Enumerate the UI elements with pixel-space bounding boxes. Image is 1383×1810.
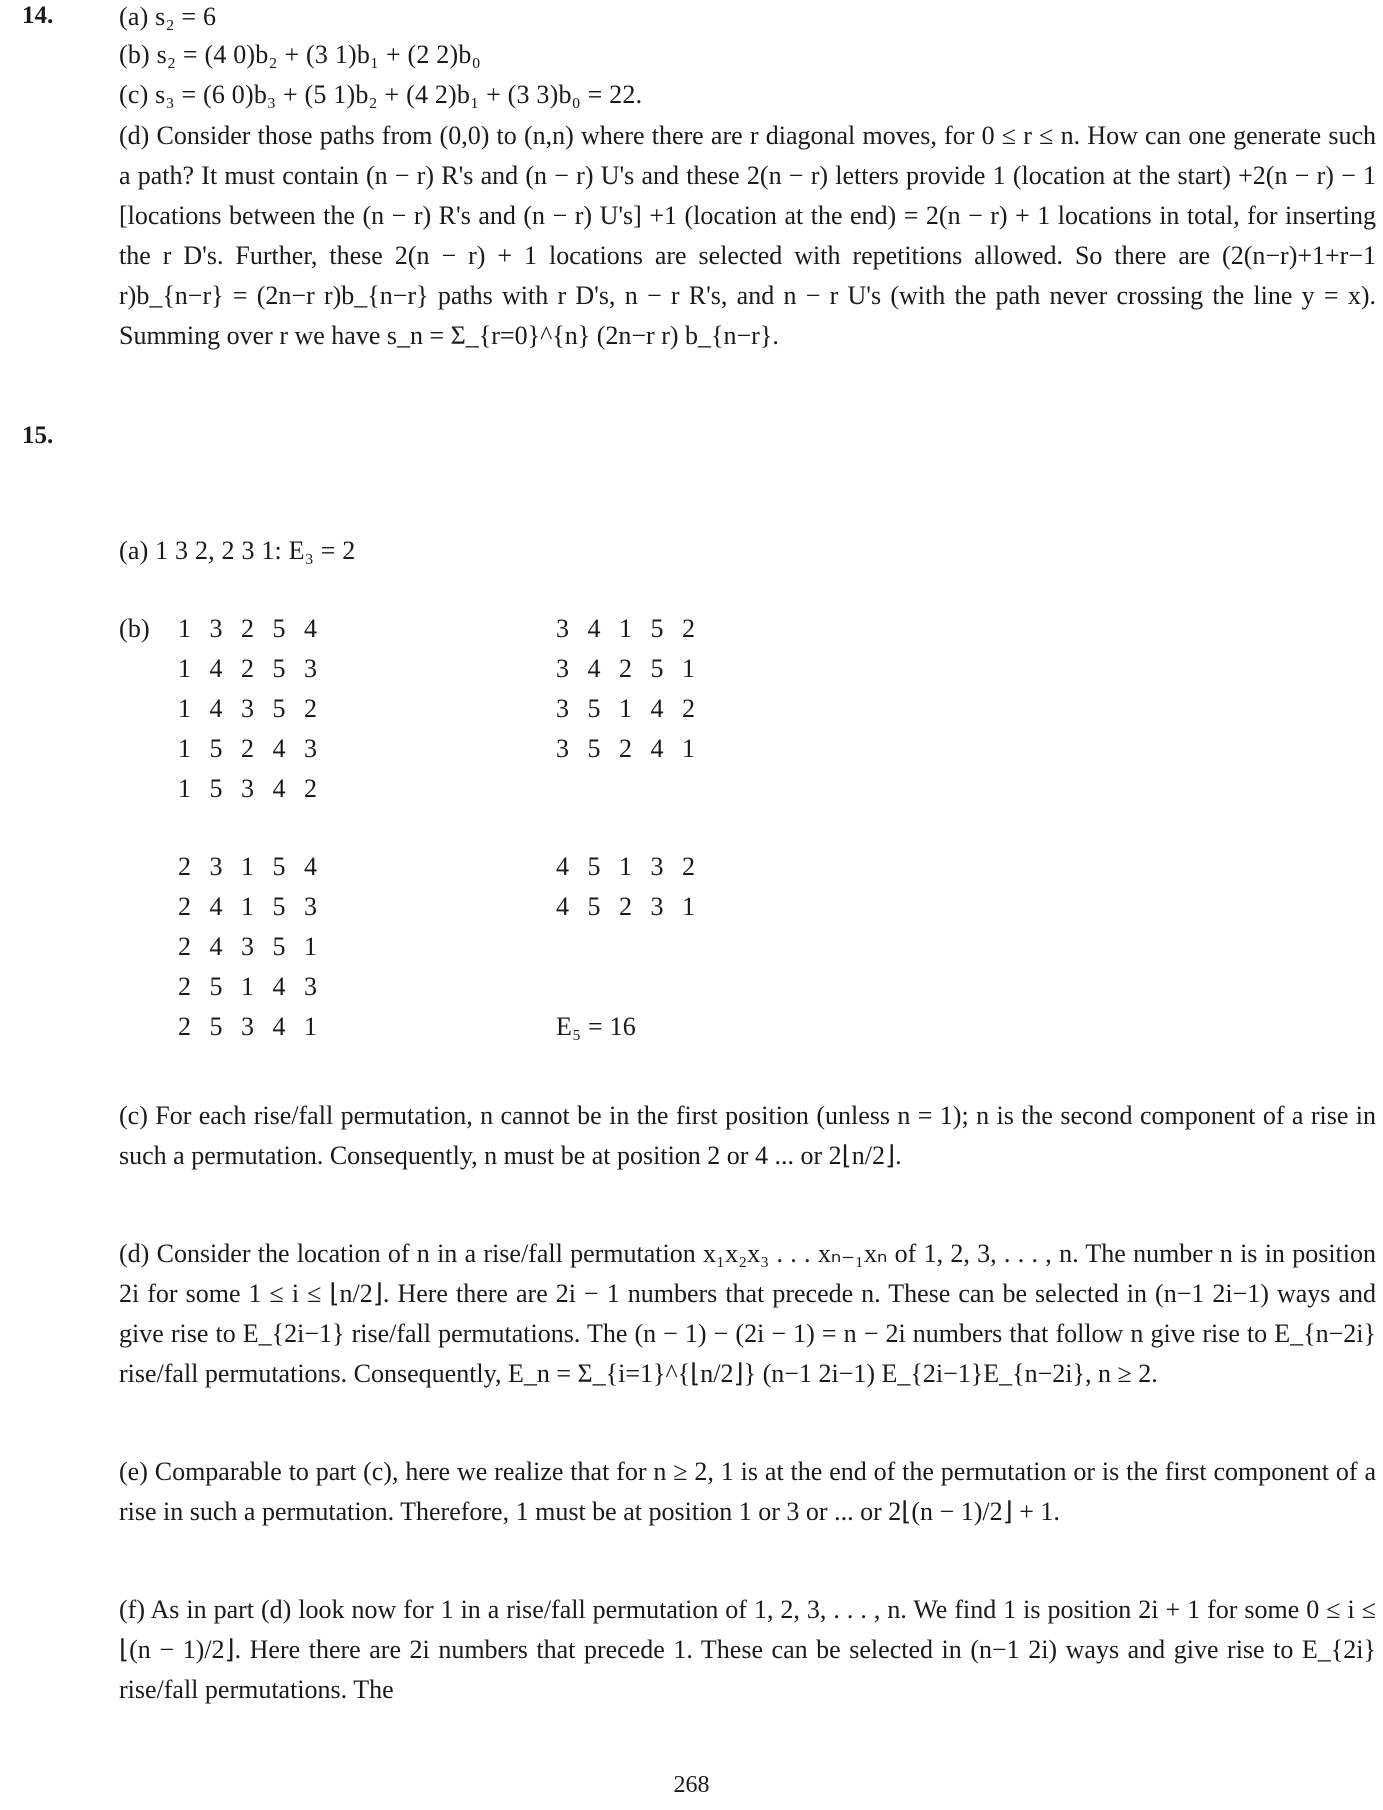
- problem-14-part-c: (c) s₃ = (6 0)b₃ + (5 1)b₂ + (4 2)b₁ + (3 3)b₀ = 22.: [119, 80, 643, 109]
- permutation-item: 1 5 3 4 2: [178, 774, 323, 803]
- problem-15-part-d: (d) Consider the location of n in a rise/fall permutation x₁x₂x₃ . . . xₙ₋₁xₙ of 1, 2, 3, . . . , n. The number n is in position 2i for some 1 ≤ i ≤ ⌊n/2⌋. Here there are 2i − 1 numbers that precede n. These can be selected in (n−1 2i−1) ways and give rise to E_{2i−1} rise/fall permutations. The (n − 1) − (2i − 1) = n − 2i numbers that follow n give rise to E_{n−2i} rise/fall permutations. Consequently, E_n = Σ_{i=1}^{⌊n/2⌋} (n−1 2i−1) E_{2i−1}E_{n−2i}, n ≥ 2.: [119, 1239, 1376, 1388]
- problem-14-part-b: (b) s₂ = (4 0)b₂ + (3 1)b₁ + (2 2)b₀: [119, 40, 481, 69]
- problem-14-part-a: (a) s₂ = 6: [119, 2, 217, 31]
- problem-15-part-b-label: (b): [119, 614, 150, 643]
- permutation-item: 4 5 1 3 2: [556, 852, 701, 881]
- permutation-item: 3 5 2 4 1: [556, 734, 701, 763]
- permutation-item: 1 3 2 5 4: [178, 614, 323, 643]
- page-number: 268: [673, 1772, 710, 1798]
- permutation-item: 2 5 1 4 3: [178, 972, 323, 1001]
- problem-15-part-c: (c) For each rise/fall permutation, n cannot be in the first position (unless n = 1); n is the second component of a rise in such a permutation. Consequently, n must be at position 2 or 4 ... or 2⌊n/2⌋.: [119, 1101, 1376, 1170]
- permutation-item: 1 5 2 4 3: [178, 734, 323, 763]
- permutation-item: 3 5 1 4 2: [556, 694, 701, 723]
- problem-15-part-a: (a) 1 3 2, 2 3 1: E₃ = 2: [119, 536, 356, 565]
- permutation-item: 1 4 3 5 2: [178, 694, 323, 723]
- permutation-item: 1 4 2 5 3: [178, 654, 323, 683]
- problem-15-part-e: (e) Comparable to part (c), here we realize that for n ≥ 2, 1 is at the end of the permutation or is the first component of a rise in such a permutation. Therefore, 1 must be at position 1 or 3 or ... or 2⌊(n − 1)/2⌋ + 1.: [119, 1457, 1376, 1526]
- permutation-item: 4 5 2 3 1: [556, 892, 701, 921]
- permutation-item: 2 3 1 5 4: [178, 852, 323, 881]
- permutation-item: 3 4 1 5 2: [556, 614, 701, 643]
- permutation-item: 2 5 3 4 1: [178, 1012, 323, 1041]
- e5-result: E₅ = 16: [556, 1012, 637, 1041]
- problem-15-part-f: (f) As in part (d) look now for 1 in a rise/fall permutation of 1, 2, 3, . . . , n. We find 1 is position 2i + 1 for some 0 ≤ i ≤ ⌊(n − 1)/2⌋. Here there are 2i numbers that precede 1. These can be selected in (n−1 2i) ways and give rise to E_{2i} rise/fall permutations. The: [119, 1595, 1376, 1704]
- problem-15-number: 15.: [22, 422, 54, 449]
- permutation-item: 2 4 3 5 1: [178, 932, 323, 961]
- permutation-item: 3 4 2 5 1: [556, 654, 701, 683]
- problem-14-number: 14.: [22, 2, 54, 29]
- problem-14-part-d: (d) Consider those paths from (0,0) to (n,n) where there are r diagonal moves, for 0 ≤ r ≤ n. How can one generate such a path? It must contain (n − r) R's and (n − r) U's and these 2(n − r) letters provide 1 (location at the start) +2(n − r) − 1 [locations between the (n − r) R's and (n − r) U's] +1 (location at the end) = 2(n − r) + 1 locations in total, for inserting the r D's. Further, these 2(n − r) + 1 locations are selected with repetitions allowed. So there are (2(n−r)+1+r−1 r)b_{n−r} = (2n−r r)b_{n−r} paths with r D's, n − r R's, and n − r U's (with the path never crossing the line y = x). Summing over r we have s_n = Σ_{r=0}^{n} (2n−r r) b_{n−r}.: [119, 121, 1376, 350]
- permutation-item: 2 4 1 5 3: [178, 892, 323, 921]
